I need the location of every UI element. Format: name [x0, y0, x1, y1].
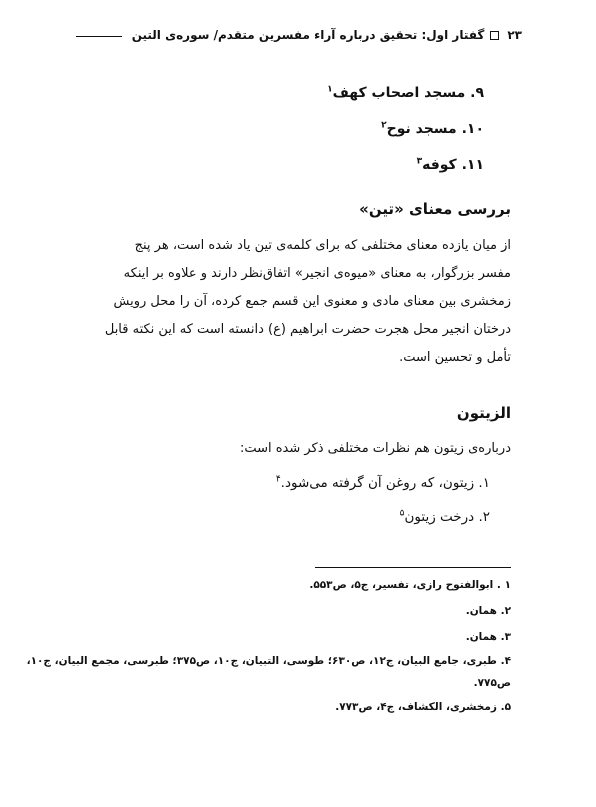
- footnote: ۵. زمخشری، الکشاف، ج۴، ص۷۷۳.: [335, 701, 511, 713]
- running-header: [76, 22, 522, 48]
- list-item-text: ۱۰. مسجد نوح: [386, 121, 484, 137]
- square-ornament-icon: [490, 31, 499, 40]
- list-item: [284, 114, 484, 150]
- list-item-text: ۹. مسجد اصحاب کهف: [332, 85, 484, 101]
- footnote-separator: [315, 567, 511, 568]
- body-paragraph: [91, 232, 511, 372]
- list-item: [276, 475, 490, 491]
- list-item-text: ۲. درخت زیتون: [404, 509, 490, 525]
- footnote-marker: ۳: [416, 156, 423, 167]
- list-item: [400, 509, 490, 525]
- footnote: ۳. همان.: [465, 631, 511, 643]
- paragraph-line: مفسر بزرگوار، به معنای «میوه‌ی انجیر» اتفاق‌نظر دارند و علاوه بر اینکه: [123, 266, 511, 281]
- header-rule: [76, 36, 122, 37]
- header-title: گفتار اول: تحقیق درباره آراء مفسرین متقدم/ سوره‌ی التین: [131, 28, 485, 42]
- paragraph-line: درختان انجیر محل هجرت حضرت ابراهیم (ع) دانسته است که این نکته قابل: [104, 322, 511, 337]
- list-item-text: ۱. زیتون، که روغن آن گرفته می‌شود.: [280, 475, 490, 491]
- footnote-marker: ۲: [381, 120, 387, 131]
- footnote: ۲. همان.: [465, 605, 511, 617]
- page-number: ۲۳: [507, 28, 522, 42]
- footnote-marker: ۵: [399, 508, 405, 519]
- footnote-marker: ۱: [327, 84, 333, 95]
- footnote: ص۷۷۵.: [473, 677, 511, 689]
- list-item: [284, 78, 484, 114]
- places-list: [284, 78, 484, 186]
- paragraph-line: تأمل و تحسین است.: [399, 350, 511, 365]
- paragraph-line: از میان یازده معنای مختلفی که برای کلمه‌ی تین یاد شده است، هر پنج: [134, 238, 511, 253]
- section-heading: بررسی معنای «تین»: [359, 200, 511, 218]
- list-item-text: ۱۱. کوفه: [422, 157, 484, 173]
- footnote: ۱ . ابوالفتوح رازی، تفسیر، ج۵، ص۵۵۳.: [309, 579, 511, 591]
- paragraph-line: زمخشری بین معنای مادی و معنوی این قسم جمع کرده، آن را محل رویش: [113, 294, 511, 309]
- section-intro: درباره‌ی زیتون هم نظرات مختلفی ذکر شده است:: [239, 441, 511, 456]
- footnote-marker: ۴: [275, 474, 281, 485]
- footnote: ۴. طبری، جامع البیان، ج۱۲، ص۶۳۰؛ طوسی، التبیان، ج۱۰، ص۳۷۵؛ طبرسی، مجمع البیان، ج۱۰،: [26, 655, 511, 667]
- section-heading: الزیتون: [456, 404, 511, 422]
- list-item: [284, 150, 484, 186]
